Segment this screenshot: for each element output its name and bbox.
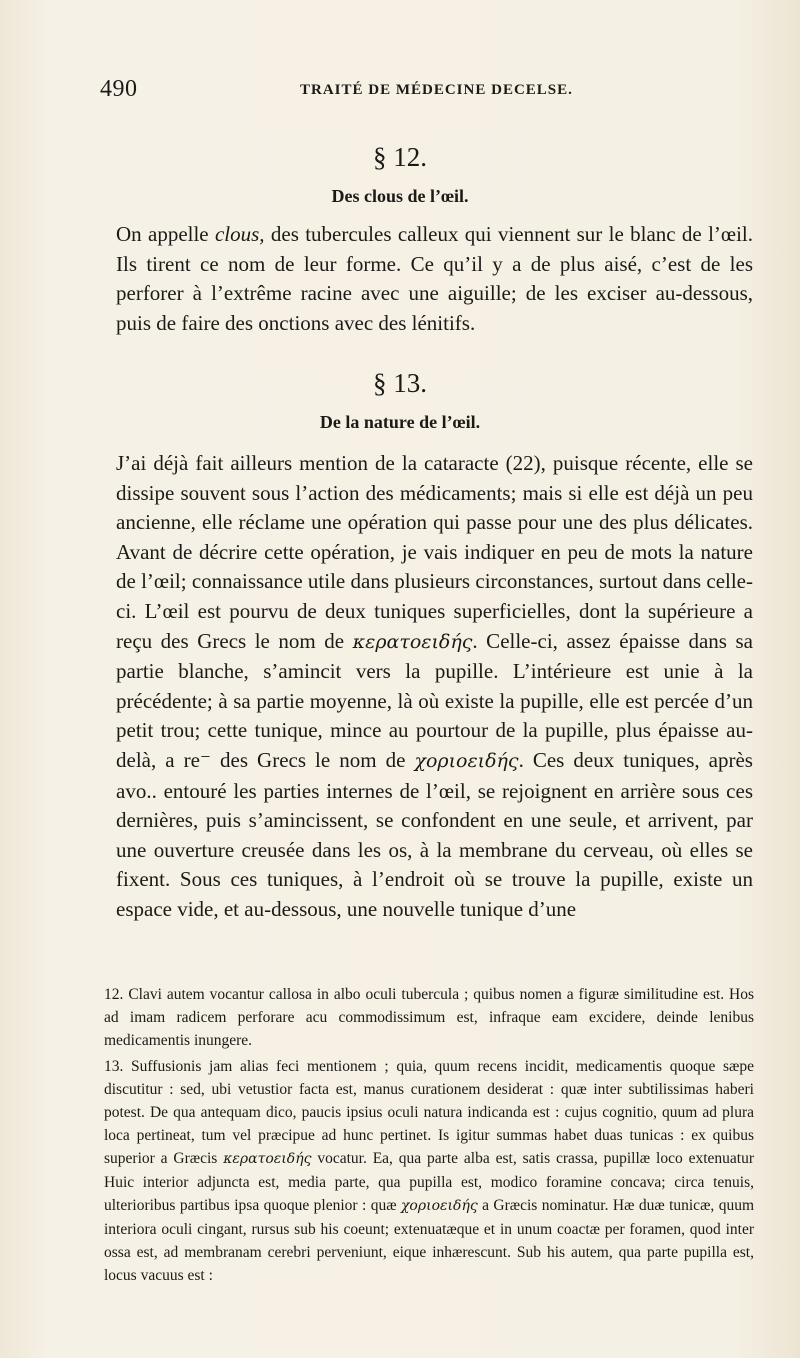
footnote-12-text: 12. Clavi autem vocantur callosa in albo oculi tubercula ; quibus nomen a figuræ similitudine est. Hos ad imam radicem perforare acu commodissimum est, infraque eam excidere, deinde lenibus medicamentis inungere.	[104, 986, 754, 1049]
greek-term-keratoeides: κερατοειδής	[223, 1151, 312, 1167]
footnote-13	[104, 1055, 754, 1287]
text-run: des tubercules calleux qui viennent sur le blanc de l’œil. Ils tirent ce nom de leur forme. Ce qu’il y a de plus aisé, c’est de les perforer à l’extrême racine avec une aiguille; de les exciser au-dessous, puis de faire des onctions avec des lénitifs.	[116, 222, 753, 335]
section-12-number: § 12.	[373, 142, 427, 172]
text-run: a Græcis nominatur. Hæ duæ tunicæ, quum interiora oculi cingant, rursus sub his coeunt; extenuatæque et in unum coactæ per foramen, quod inter ossa est, ad membranam cerebri perveniunt, eique inhærescunt. Sub his autem, qua parte pupilla est, locus vacuus est :	[104, 1197, 754, 1284]
text-run: On appelle	[116, 222, 215, 246]
text-run: vocatur. Ea, qua parte alba est, satis crassa, pupillæ loco extenuatur Huic interior adjuncta est, media parte, qua pupilla est, modico foramine concava; circa tenuis, ulterioribus partibus ipsa quoque plenior : quæ	[104, 1150, 754, 1214]
section-13-number: § 13.	[373, 368, 427, 398]
section-12-title: Des clous de l’œil.	[331, 186, 469, 206]
greek-term-keratoeides: κερατοειδής	[352, 630, 473, 653]
footnote-12	[104, 983, 754, 1052]
section-13-paragraph	[116, 449, 753, 925]
text-run: . Ces deux tuniques, après avo.. entouré les parties internes de l’œil, se rejoignent en arrière sous ces dernières, puis s’amincissent, se confondent en une seule, et arrivent, par une ouverture creusée dans les os, à la membrane du cerveau, où elles se fixent. Sous ces tuniques, à l’endroit où se trouve la pupille, existe un espace vide, et au-dessous, une nouvelle tunique d’une	[116, 747, 753, 921]
text-run: J’ai déjà fait ailleurs mention de la cataracte (22), puisque récente, elle se dissipe souvent sous l’action des médicaments; mais si elle est déjà un peu ancienne, elle réclame une opération qui passe pour une des plus délicates. Avant de décrire cette opération, je vais indiquer en peu de mots la nature de l’œil; connaissance utile dans plusieurs circonstances, surtout dans celle-ci. L’œil est pourvu de deux tuniques superficielles, dont la supérieure a reçu des Grecs le nom de	[116, 451, 753, 653]
greek-term-chorioeides: χοριοειδής	[400, 1198, 478, 1214]
text-run: . Celle-ci, assez épaisse dans sa partie blanche, s’amincit vers la pupille. L’intérieure est unie à la précédente; à sa partie moyenne, là où existe la pupille, elle est percée d’un petit trou; cette tunique, mince au pourtour de la pupille, plus épaisse au-delà, a re⁻ des Grecs le nom de	[116, 628, 753, 772]
section-12-paragraph	[116, 220, 753, 338]
page-number: 490	[100, 76, 138, 102]
section-13-title: De la nature de l’œil.	[319, 412, 481, 432]
emphasis-clous: clous,	[214, 222, 265, 246]
greek-term-chorioeides: χοριοειδής	[414, 749, 519, 772]
page-header	[100, 76, 760, 106]
running-title: TRAITÉ DE MÉDECINE DECELSE.	[300, 82, 573, 98]
text-run: 13. Suffusionis jam alias feci mentionem ; quia, quum recens incidit, medicamentis quoque sæpe discutitur : sed, ubi vetustior facta est, manus curationem desiderat : quæ inter subtilissimas haberi potest. De qua antequam dico, paucis ipsius oculi natura indicanda est : cujus cognitio, quum ad plura loca pertineat, tum vel præcipue ad hunc pertinet. Is igitur summas habet duas tunicas : ex quibus superior a Græcis	[104, 1058, 754, 1167]
